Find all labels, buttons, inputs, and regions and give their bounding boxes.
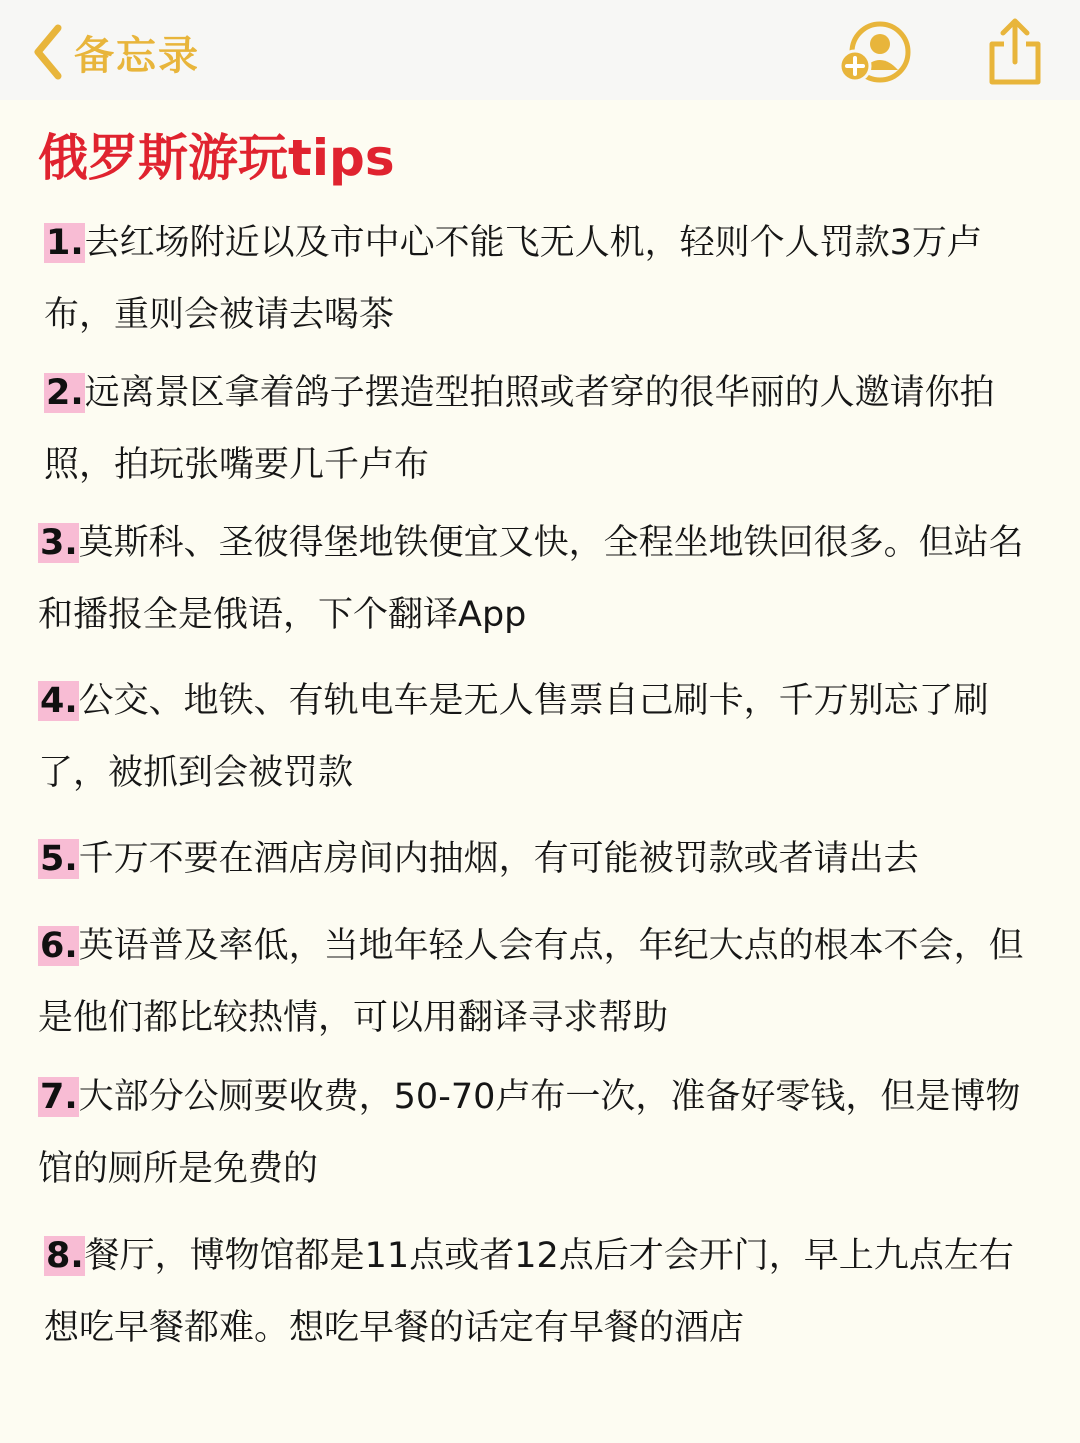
tip-number: 8. xyxy=(46,1236,84,1276)
tip-item xyxy=(38,823,1038,895)
share-button[interactable] xyxy=(984,16,1046,88)
tip-text: 大部分公厕要收费，50-70卢布一次，准备好零钱，但是博物馆的厕所是免费的 xyxy=(38,1077,1021,1189)
back-button[interactable] xyxy=(30,22,200,82)
tip-number: 4. xyxy=(40,681,78,721)
tip-item xyxy=(44,357,1044,501)
tip-text: 公交、地铁、有轨电车是无人售票自己刷卡，千万别忘了刷了，被抓到会被罚款 xyxy=(38,681,989,793)
tip-item xyxy=(44,207,1044,351)
chevron-left-icon xyxy=(30,22,66,82)
tip-number: 2. xyxy=(46,373,84,413)
tip-number: 1. xyxy=(46,223,84,263)
tip-text: 去红场附近以及市中心不能飞无人机，轻则个人罚款3万卢布，重则会被请去喝茶 xyxy=(44,223,982,335)
tip-item xyxy=(38,507,1038,651)
tip-text: 餐厅，博物馆都是11点或者12点后才会开门，早上九点左右想吃早餐都难。想吃早餐的话定有早餐的酒店 xyxy=(44,1236,1014,1348)
tip-text: 莫斯科、圣彼得堡地铁便宜又快，全程坐地铁回很多。但站名和播报全是俄语，下个翻译App xyxy=(38,523,1024,635)
back-label: 备忘录 xyxy=(74,32,200,79)
note-title: 俄罗斯游玩tips xyxy=(38,129,395,187)
tip-item xyxy=(44,1220,1044,1364)
tip-item xyxy=(38,665,1038,809)
add-collaborator-icon xyxy=(836,71,914,90)
share-icon xyxy=(984,73,1046,92)
tip-text: 英语普及率低，当地年轻人会有点，年纪大点的根本不会，但是他们都比较热情，可以用翻译寻求帮助 xyxy=(38,926,1024,1038)
tip-number: 5. xyxy=(40,839,78,879)
tip-item xyxy=(38,1061,1038,1205)
tip-text: 千万不要在酒店房间内抽烟，有可能被罚款或者请出去 xyxy=(78,839,919,879)
tip-number: 3. xyxy=(40,523,78,563)
tip-number: 7. xyxy=(40,1077,78,1117)
tip-text: 远离景区拿着鸽子摆造型拍照或者穿的很华丽的人邀请你拍照，拍玩张嘴要几千卢布 xyxy=(44,373,995,485)
tip-item xyxy=(38,910,1038,1054)
add-collaborator-button[interactable] xyxy=(836,20,914,86)
navigation-bar xyxy=(0,0,1080,100)
tip-number: 6. xyxy=(40,926,78,966)
